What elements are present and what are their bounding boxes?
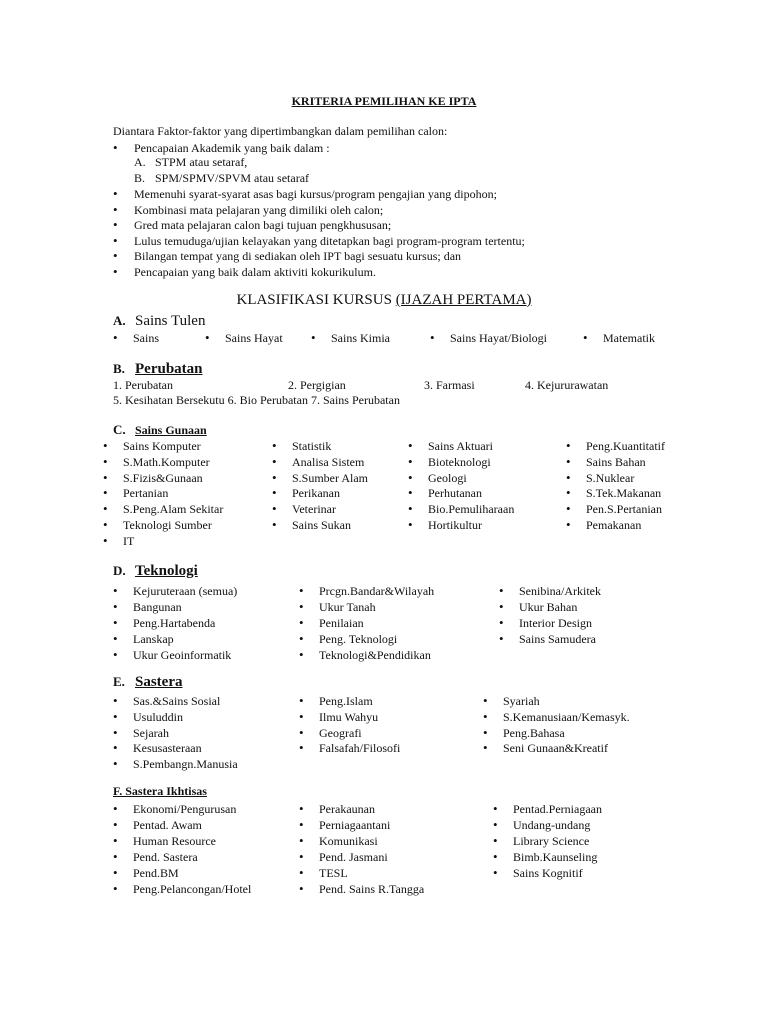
criteria-item: •Pencapaian Akademik yang baik dalam : — [113, 140, 673, 156]
bullet-icon — [272, 485, 292, 502]
list-item — [113, 801, 236, 818]
bullet-icon — [113, 725, 133, 742]
criteria-item: •Kombinasi mata pelajaran yang dimiliki oleh calon; — [113, 202, 673, 218]
bullet-icon — [113, 140, 134, 157]
bullet-icon — [113, 740, 133, 757]
bullet-icon — [408, 454, 428, 471]
list-item — [493, 817, 590, 834]
list-item-label: Sains Bahan — [586, 454, 646, 469]
list-item-label: Perhutanan — [428, 486, 482, 501]
bullet-icon — [299, 647, 319, 664]
list-item-label: TESL — [319, 866, 348, 880]
list-item — [113, 756, 238, 773]
list-item-label: S.Sumber Alam — [292, 470, 369, 485]
list-item — [583, 330, 655, 347]
bullet-icon — [493, 849, 513, 866]
list-item — [272, 438, 331, 455]
list-item-label: Peng.Pelancongan/Hotel — [133, 882, 252, 896]
list-item-label: Sains Kimia — [331, 331, 390, 345]
bullet-icon — [299, 615, 319, 632]
bullet-icon — [113, 865, 133, 882]
list-item — [272, 485, 340, 502]
list-item-label: Kejuruteraan (semua) — [133, 584, 238, 598]
page-title: KRITERIA PEMILIHAN KE IPTA — [291, 94, 477, 108]
list-item — [113, 725, 169, 742]
list-item — [113, 865, 179, 882]
list-item-label: Peng. Teknologi — [319, 631, 398, 646]
list-item — [113, 615, 215, 632]
list-item — [103, 454, 210, 471]
bullet-icon — [299, 599, 319, 616]
list-item — [566, 438, 665, 455]
bullet-icon — [566, 438, 586, 455]
list-item-label: Sains — [133, 331, 160, 345]
bullet-icon — [299, 631, 319, 648]
list-item — [311, 330, 390, 347]
list-item: 5. Kesihatan Bersekutu 6. Bio Perubatan 7. Sains Perubatan — [113, 393, 400, 407]
list-item — [430, 330, 547, 347]
list-item-label: Perakaunan — [319, 802, 375, 816]
list-item — [103, 533, 134, 550]
list-item-label: Bimb.Kaunseling — [513, 850, 598, 864]
bullet-icon — [499, 631, 519, 648]
list-item — [499, 583, 601, 600]
list-item — [272, 517, 351, 534]
list-item-label: Ukur Tanah — [319, 599, 376, 614]
list-item — [493, 801, 602, 818]
list-item-label: Peng.Islam — [319, 694, 373, 708]
list-item — [408, 517, 482, 534]
list-item-label: Penilaian — [319, 615, 364, 630]
bullet-icon — [272, 517, 292, 534]
bullet-icon — [408, 485, 428, 502]
list-item — [299, 865, 348, 882]
criteria-item: •Bilangan tempat yang di sediakan oleh IPT bagi sesuatu kursus; dan — [113, 248, 673, 264]
bullet-icon — [483, 725, 503, 742]
list-item-label: S.Peng.Alam Sekitar — [123, 502, 224, 517]
section-b-heading: B. Perubatan — [113, 361, 203, 377]
list-item-label: Pentad. Awam — [133, 818, 202, 832]
bullet-icon — [272, 501, 292, 518]
bullet-icon — [113, 647, 133, 664]
list-item — [493, 849, 597, 866]
list-item-label: Interior Design — [519, 615, 592, 630]
list-item — [272, 454, 364, 471]
section-a-heading: A. Sains Tulen — [113, 313, 206, 329]
bullet-icon — [299, 740, 319, 757]
list-item-label: Bangunan — [133, 599, 182, 614]
list-item-label: Senibina/Arkitek — [519, 584, 601, 598]
bullet-icon — [113, 248, 134, 265]
list-item-label: Perniagaantani — [319, 818, 391, 832]
list-item — [113, 817, 202, 834]
criteria-sub-item: A. STPM atau setaraf, — [134, 155, 248, 169]
list-item — [272, 470, 368, 487]
section-d-heading: D. Teknologi — [113, 563, 198, 579]
list-item — [299, 709, 378, 726]
bullet-icon — [299, 833, 319, 850]
list-item-label: S.Kemanusiaan/Kemasyk. — [503, 709, 630, 724]
list-item — [299, 631, 397, 648]
bullet-icon — [113, 709, 133, 726]
list-item-label: Peng.Hartabenda — [133, 615, 216, 630]
criteria-item: •Lulus temuduga/ujian kelayakan yang ditetapkan bagi program-program tertentu; — [113, 233, 673, 249]
bullet-icon — [483, 693, 503, 710]
list-item-label: Veterinar — [292, 502, 336, 517]
list-item-label: Analisa Sistem — [292, 454, 365, 469]
list-item-label: Pen.S.Pertanian — [586, 502, 662, 517]
criteria-item: •Pencapaian yang baik dalam aktiviti kokurikulum. — [113, 264, 673, 280]
bullet-icon — [113, 615, 133, 632]
list-item-label: S.Tek.Makanan — [586, 486, 662, 501]
list-item — [408, 470, 467, 487]
bullet-icon — [499, 615, 519, 632]
list-item — [499, 631, 596, 648]
list-item-label: Human Resource — [133, 834, 216, 848]
list-item — [499, 599, 577, 616]
list-item — [113, 709, 183, 726]
list-item-label: Bio.Pemuliharaan — [428, 502, 515, 517]
list-item — [113, 583, 237, 600]
bullet-icon — [103, 438, 123, 455]
list-item-label: Seni Gunaan&Kreatif — [503, 741, 608, 756]
list-item-label: Teknologi Sumber — [123, 518, 212, 532]
list-item — [493, 833, 589, 850]
list-item-label: Statistik — [292, 439, 332, 453]
bullet-icon — [299, 849, 319, 866]
bullet-icon — [113, 583, 133, 600]
bullet-icon — [299, 817, 319, 834]
bullet-icon — [408, 438, 428, 455]
list-item — [408, 454, 491, 471]
list-item-label: Pend. Sastera — [133, 850, 198, 864]
list-item-label: Pend. Sains R.Tangga — [319, 882, 425, 896]
list-item-label: Sains Hayat — [225, 331, 283, 345]
list-item — [299, 725, 362, 742]
bullet-icon — [103, 470, 123, 487]
list-item — [483, 693, 540, 710]
bullet-icon — [566, 517, 586, 534]
list-item-label: Sains Kognitif — [513, 866, 583, 880]
list-item-label: Perikanan — [292, 486, 340, 501]
bullet-icon — [483, 709, 503, 726]
list-item-label: Falsafah/Filosofi — [319, 741, 401, 756]
list-item — [299, 615, 364, 632]
list-item — [299, 740, 400, 757]
criteria-item: •Gred mata pelajaran calon bagi tujuan pengkhususan; — [113, 217, 673, 233]
bullet-icon — [205, 330, 225, 347]
list-item — [483, 725, 565, 742]
list-item-label: Matematik — [603, 331, 655, 345]
bullet-icon — [493, 865, 513, 882]
list-item: 1. Perubatan — [113, 378, 173, 392]
list-item-label: S.Math.Komputer — [123, 454, 210, 469]
list-item-label: Ukur Bahan — [519, 599, 578, 614]
list-item — [299, 583, 434, 600]
bullet-icon — [430, 330, 450, 347]
list-item — [103, 470, 203, 487]
list-item-label: Syariah — [503, 694, 540, 708]
list-item — [566, 470, 634, 487]
list-item — [483, 709, 630, 726]
bullet-icon — [566, 485, 586, 502]
list-item-label: Usuluddin — [133, 709, 184, 724]
bullet-icon — [299, 801, 319, 818]
list-item — [113, 849, 198, 866]
list-item-label: IT — [123, 533, 135, 548]
list-item-label: Undang-undang — [513, 818, 591, 832]
list-item: 4. Kejururawatan — [525, 378, 609, 392]
list-item-label: Prcgn.Bandar&Wilayah — [319, 584, 435, 598]
bullet-icon — [583, 330, 603, 347]
bullet-icon — [566, 470, 586, 487]
bullet-icon — [113, 693, 133, 710]
list-item-label: Geologi — [428, 470, 467, 485]
list-item-label: Ilmu Wahyu — [319, 709, 379, 724]
bullet-icon — [103, 501, 123, 518]
list-item-label: Pend.BM — [133, 866, 179, 880]
bullet-icon — [103, 485, 123, 502]
bullet-icon — [113, 881, 133, 898]
list-item — [299, 599, 376, 616]
list-item-label: S.Nuklear — [586, 470, 635, 485]
bullet-icon — [103, 533, 123, 550]
list-item — [566, 454, 646, 471]
list-item — [299, 693, 373, 710]
list-item — [205, 330, 283, 347]
list-item — [113, 740, 202, 757]
list-item — [408, 438, 493, 455]
list-item-label: Komunikasi — [319, 834, 378, 848]
list-item-label: Ekonomi/Pengurusan — [133, 802, 237, 816]
classification-heading: KLASIFIKASI KURSUS (IJAZAH PERTAMA) — [236, 292, 532, 308]
list-item — [566, 485, 661, 502]
list-item — [408, 501, 514, 518]
list-item — [299, 833, 378, 850]
list-item — [272, 501, 336, 518]
list-item-label: Geografi — [319, 725, 362, 740]
list-item-label: Pend. Jasmani — [319, 850, 388, 864]
list-item: 3. Farmasi — [424, 378, 475, 392]
list-item — [566, 517, 641, 534]
bullet-icon — [113, 631, 133, 648]
bullet-icon — [113, 801, 133, 818]
list-item — [499, 615, 592, 632]
bullet-icon — [113, 217, 134, 234]
list-item: 2. Pergigian — [288, 378, 346, 392]
bullet-icon — [103, 454, 123, 471]
list-item-label: Pertanian — [123, 486, 169, 501]
list-item — [299, 647, 431, 664]
list-item — [103, 485, 168, 502]
list-item-label: Bioteknologi — [428, 454, 491, 469]
bullet-icon — [299, 881, 319, 898]
bullet-icon — [113, 756, 133, 773]
bullet-icon — [113, 186, 134, 203]
bullet-icon — [113, 849, 133, 866]
bullet-icon — [299, 865, 319, 882]
bullet-icon — [499, 599, 519, 616]
bullet-icon — [408, 517, 428, 534]
list-item-label: Sains Samudera — [519, 631, 596, 646]
list-item-label: Sejarah — [133, 725, 169, 740]
bullet-icon — [483, 740, 503, 757]
bullet-icon — [113, 233, 134, 250]
list-item-label: S.Pembangn.Manusia — [133, 757, 238, 772]
list-item-label: Pemakanan — [586, 518, 642, 532]
bullet-icon — [566, 501, 586, 518]
bullet-icon — [113, 264, 134, 281]
list-item — [493, 865, 583, 882]
section-e-heading: E. Sastera — [113, 674, 183, 690]
bullet-icon — [299, 725, 319, 742]
list-item — [113, 647, 231, 664]
bullet-icon — [272, 454, 292, 471]
list-item-label: Sains Sukan — [292, 518, 352, 532]
criteria-intro — [113, 124, 673, 279]
bullet-icon — [103, 517, 123, 534]
bullet-icon — [311, 330, 331, 347]
bullet-icon — [272, 438, 292, 455]
list-item — [299, 817, 390, 834]
list-item — [103, 501, 223, 518]
list-item — [113, 693, 220, 710]
list-item-label: Sains Komputer — [123, 439, 201, 453]
bullet-icon — [299, 583, 319, 600]
bullet-icon — [113, 330, 133, 347]
bullet-icon — [113, 202, 134, 219]
bullet-icon — [113, 833, 133, 850]
list-item-label: Kesusasteraan — [133, 741, 202, 756]
list-item — [299, 849, 388, 866]
list-item — [103, 438, 201, 455]
list-item — [408, 485, 482, 502]
list-item-label: Library Science — [513, 834, 590, 848]
list-item — [483, 740, 608, 757]
list-item-label: Sas.&Sains Sosial — [133, 694, 221, 708]
list-item-label: Hortikultur — [428, 518, 482, 532]
bullet-icon — [113, 599, 133, 616]
intro-lead: Diantara Faktor-faktor yang dipertimbangkan dalam pemilihan calon: — [113, 124, 448, 138]
bullet-icon — [493, 817, 513, 834]
criteria-item: •Memenuhi syarat-syarat asas bagi kursus/program pengajian yang dipohon; — [113, 186, 673, 202]
list-item-label: Sains Hayat/Biologi — [450, 331, 547, 345]
list-item-label: Lanskap — [133, 631, 174, 646]
list-item — [299, 801, 375, 818]
list-item — [113, 881, 251, 898]
bullet-icon — [408, 501, 428, 518]
bullet-icon — [566, 454, 586, 471]
bullet-icon — [499, 583, 519, 600]
list-item — [113, 599, 182, 616]
list-item-label: Sains Aktuari — [428, 439, 493, 453]
criteria-sub-item: B. SPM/SPMV/SPVM atau setaraf — [134, 170, 310, 185]
list-item-label: Peng.Bahasa — [503, 725, 565, 740]
list-item-label: Ukur Geoinformatik — [133, 647, 232, 662]
list-item-label: S.Fizis&Gunaan — [123, 470, 203, 485]
bullet-icon — [272, 470, 292, 487]
bullet-icon — [299, 709, 319, 726]
list-item — [113, 330, 159, 347]
bullet-icon — [299, 693, 319, 710]
bullet-icon — [493, 801, 513, 818]
list-item — [113, 631, 174, 648]
bullet-icon — [113, 817, 133, 834]
list-item — [566, 501, 662, 518]
list-item — [113, 833, 216, 850]
bullet-icon — [493, 833, 513, 850]
list-item — [299, 881, 424, 898]
section-c-heading: C. Sains Gunaan — [113, 422, 207, 437]
bullet-icon — [408, 470, 428, 487]
list-item-label: Peng.Kuantitatif — [586, 439, 665, 453]
list-item-label: Pentad.Perniagaan — [513, 802, 602, 816]
section-f-heading: F. Sastera Ikhtisas — [113, 784, 207, 798]
list-item — [103, 517, 212, 534]
list-item-label: Teknologi&Pendidikan — [319, 647, 431, 662]
